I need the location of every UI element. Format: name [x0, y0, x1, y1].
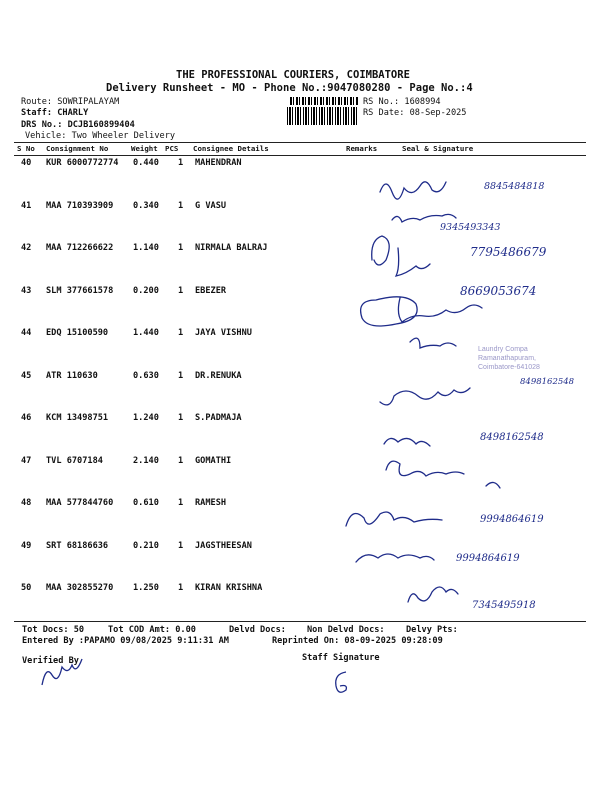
row-sno: 46	[21, 413, 32, 423]
phone-42: 7795486679	[470, 245, 547, 259]
phone-49: 9994864619	[456, 553, 520, 564]
column-header-row	[0, 144, 600, 155]
row-pcs: 1	[178, 371, 184, 381]
signature-41	[392, 214, 456, 222]
row-weight: 0.630	[133, 371, 159, 381]
row-pcs: 1	[178, 498, 184, 508]
stamp-line-2: Ramanathapuram,	[478, 355, 536, 362]
row-sno: 44	[21, 328, 32, 338]
row-weight: 1.440	[133, 328, 159, 338]
barcode-top	[290, 97, 358, 105]
phone-40: 8845484818	[484, 181, 545, 192]
stamp-line-1: Laundry Compa	[478, 346, 528, 353]
row-consignee: JAGSTHEESAN	[195, 541, 252, 551]
signature-42	[372, 236, 430, 276]
row-sno: 45	[21, 371, 32, 381]
row-consignment: MAA 302855270	[46, 583, 114, 593]
row-consignment: SRT 68186636	[46, 541, 109, 551]
row-weight: 0.440	[133, 158, 159, 168]
row-weight: 2.140	[133, 456, 159, 466]
col-pcs: PCS	[165, 144, 179, 153]
company-title: THE PROFESSIONAL COURIERS, COIMBATORE	[176, 69, 410, 81]
row-sno: 48	[21, 498, 32, 508]
col-weight: Weight	[131, 144, 158, 153]
tot-cod: Tot COD Amt: 0.00	[108, 625, 196, 635]
signature-46	[384, 438, 430, 446]
row-consignment: KUR 6000772774	[46, 158, 119, 168]
runsheet-subtitle: Delivery Runsheet - MO - Phone No.:9047080280 - Page No.:4	[106, 82, 473, 94]
entered-by: Entered By :PAPAMO 09/08/2025 9:11:31 AM	[22, 636, 229, 646]
row-consignee: DR.RENUKA	[195, 371, 242, 381]
row-consignment: ATR 110630	[46, 371, 98, 381]
row-sno: 47	[21, 456, 32, 466]
drs-label: DRS No.: DCJB160899404	[21, 120, 135, 130]
row-sno: 50	[21, 583, 32, 593]
signature-50	[408, 587, 458, 602]
staff-label: Staff: CHARLY	[21, 108, 89, 118]
row-sno: 43	[21, 286, 32, 296]
row-sno: 49	[21, 541, 32, 551]
row-pcs: 1	[178, 328, 184, 338]
route-label: Route: SOWRIPALAYAM	[21, 97, 120, 107]
phone-48: 9994864619	[480, 514, 544, 525]
header-bottom-rule	[14, 155, 586, 156]
row-weight: 0.210	[133, 541, 159, 551]
row-weight: 0.610	[133, 498, 159, 508]
row-weight: 1.140	[133, 243, 159, 253]
rs-date: RS Date: 08-Sep-2025	[363, 108, 467, 118]
barcode	[287, 107, 359, 125]
row-pcs: 1	[178, 201, 184, 211]
row-consignment: SLM 377661578	[46, 286, 114, 296]
row-pcs: 1	[178, 286, 184, 296]
row-pcs: 1	[178, 243, 184, 253]
signature-40	[380, 182, 446, 199]
row-pcs: 1	[178, 158, 184, 168]
row-sno: 42	[21, 243, 32, 253]
row-consignee: S.PADMAJA	[195, 413, 242, 423]
rs-no: RS No.: 1608994	[363, 97, 441, 107]
row-consignee: KIRAN KRISHNA	[195, 583, 263, 593]
delvy-pts: Delvy Pts:	[406, 625, 458, 635]
row-consignee: JAYA VISHNU	[195, 328, 252, 338]
header-top-rule	[14, 142, 586, 143]
col-consignee: Consignee Details	[193, 144, 269, 153]
row-weight: 0.200	[133, 286, 159, 296]
row-weight: 1.250	[133, 583, 159, 593]
verified-by: Verified By	[22, 656, 79, 666]
phone-41: 9345493343	[440, 222, 501, 233]
row-pcs: 1	[178, 541, 184, 551]
col-seal: Seal & Signature	[402, 144, 474, 153]
signature-45	[380, 388, 470, 405]
stamp-line-3: Coimbatore-641028	[478, 364, 540, 371]
row-sno: 40	[21, 158, 32, 168]
row-weight: 0.340	[133, 201, 159, 211]
row-consignment: TVL 6707184	[46, 456, 103, 466]
col-remarks: Remarks	[346, 144, 378, 153]
phone-43: 8669053674	[460, 284, 537, 298]
footer-rule	[14, 621, 586, 622]
row-consignment: MAA 712266622	[46, 243, 114, 253]
phone-46: 8498162548	[480, 432, 544, 443]
staff-signature-mark	[330, 668, 354, 698]
tot-docs: Tot Docs: 50	[22, 625, 85, 635]
reprinted-on: Reprinted On: 08-09-2025 09:28:09	[272, 636, 443, 646]
row-pcs: 1	[178, 456, 184, 466]
row-pcs: 1	[178, 413, 184, 423]
col-consignment: Consignment No	[46, 144, 109, 153]
non-delvd-docs: Non Delvd Docs:	[307, 625, 385, 635]
phone-50: 7345495918	[472, 600, 536, 611]
row-consignee: G VASU	[195, 201, 227, 211]
signature-43	[361, 297, 482, 326]
phone-45: 8498162548	[520, 377, 575, 387]
row-consignment: KCM 13498751	[46, 413, 109, 423]
row-consignment: MAA 577844760	[46, 498, 114, 508]
row-pcs: 1	[178, 583, 184, 593]
row-consignment: EDQ 15100590	[46, 328, 109, 338]
row-consignee: GOMATHI	[195, 456, 232, 466]
signature-47	[386, 461, 500, 488]
row-consignee: RAMESH	[195, 498, 227, 508]
signature-44	[410, 338, 456, 348]
row-consignee: NIRMALA BALRAJ	[195, 243, 268, 253]
col-sno: S No	[17, 144, 35, 153]
row-consignment: MAA 710393909	[46, 201, 114, 211]
staff-signature: Staff Signature	[302, 653, 380, 663]
vehicle-label: Vehicle: Two Wheeler Delivery	[25, 131, 176, 141]
row-sno: 41	[21, 201, 32, 211]
row-consignee: EBEZER	[195, 286, 227, 296]
row-weight: 1.240	[133, 413, 159, 423]
delvd-docs: Delvd Docs:	[229, 625, 286, 635]
row-consignee: MAHENDRAN	[195, 158, 242, 168]
verified-signature	[38, 655, 88, 695]
